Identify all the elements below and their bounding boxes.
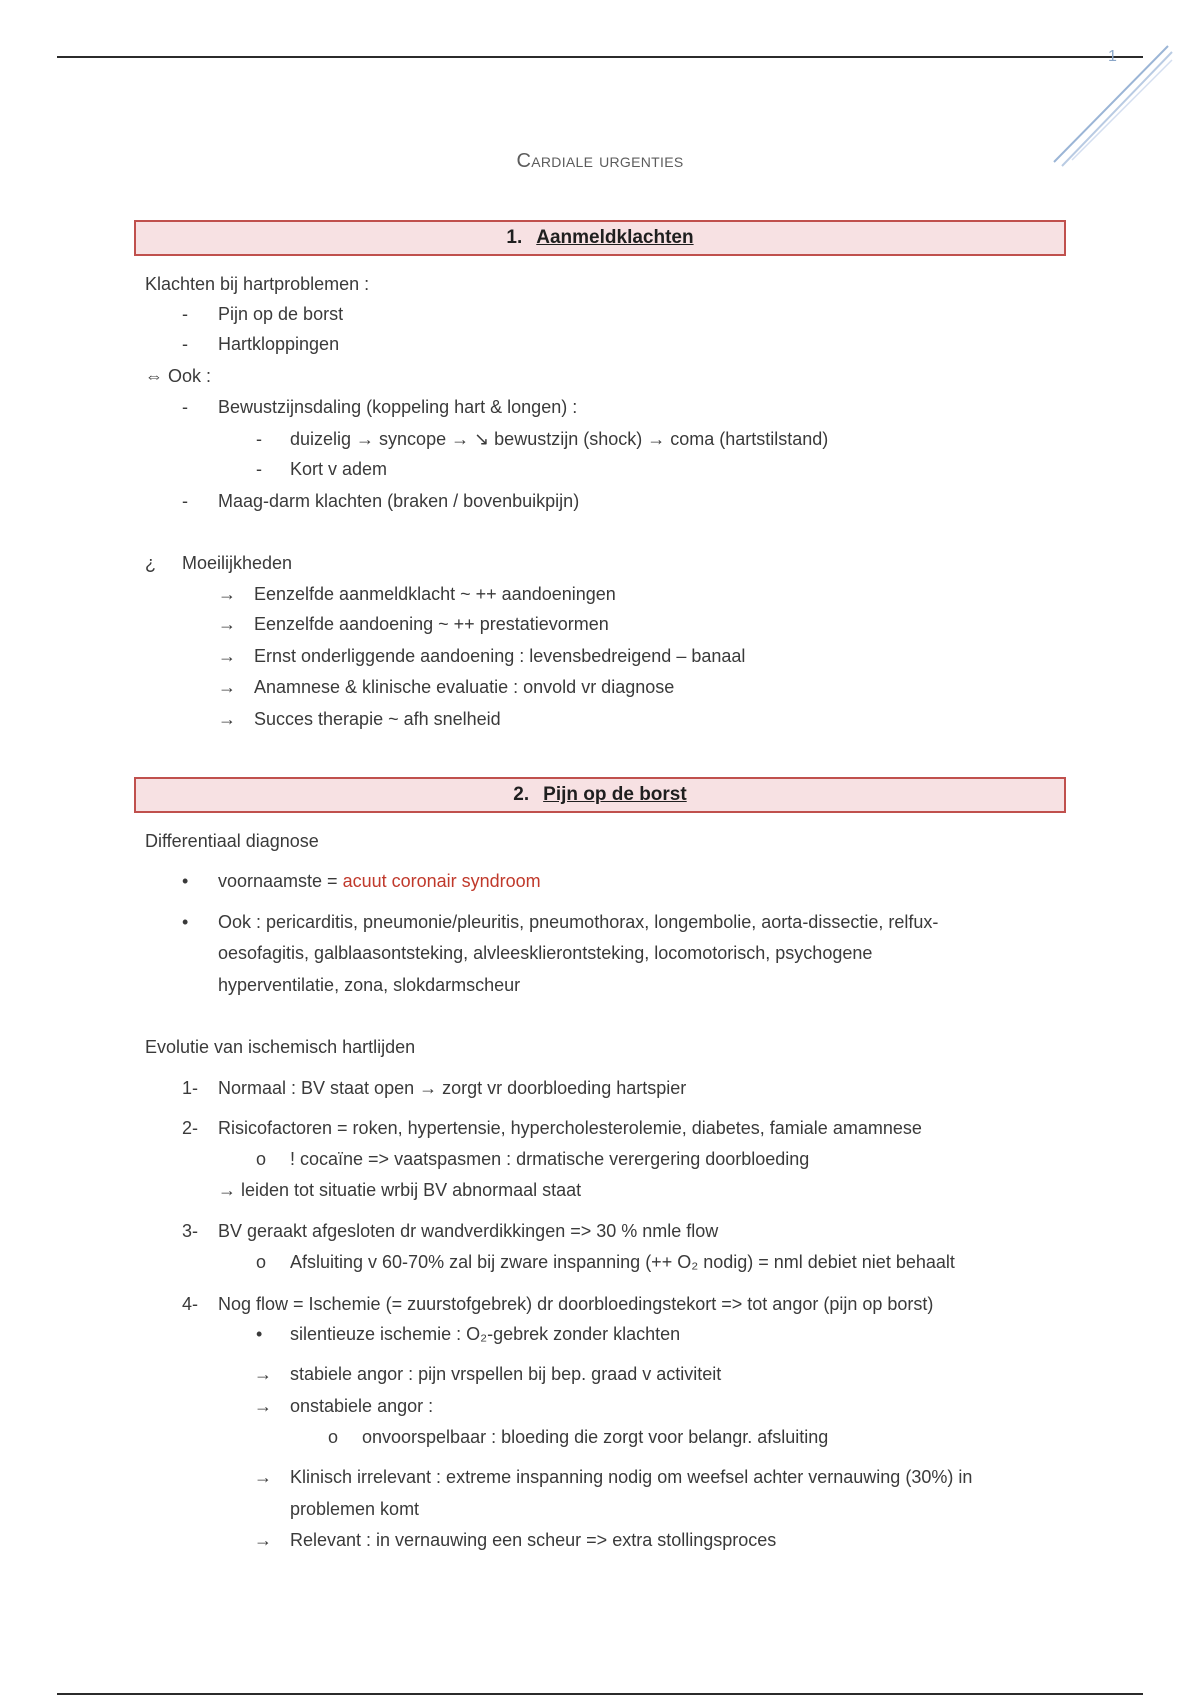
complaints-intro: Klachten bij hartproblemen : bbox=[145, 274, 370, 294]
page-number: 1 bbox=[1108, 48, 1117, 65]
section-header-aanmeldklachten bbox=[134, 220, 1066, 256]
list-item: Relevant : in vernauwing een scheur => extra stollingsproces bbox=[290, 1530, 777, 1550]
list-item: Ook : pericarditis, pneumonie/pleuritis, pneumothorax, longembolie, aorta-dissectie, relfux- bbox=[218, 912, 939, 932]
list-item-continuation: hyperventilatie, zona, slokdarmscheur bbox=[218, 975, 521, 995]
bullet-icon: • bbox=[256, 1324, 263, 1344]
circle-bullet-icon: o bbox=[256, 1149, 267, 1169]
list-item: Bewustzijnsdaling (koppeling hart & longen) : bbox=[218, 397, 578, 417]
arrow-right-icon: → bbox=[218, 614, 236, 634]
list-item-continuation: oesofagitis, galblaasontsteking, alvleesklierontsteking, locomotorisch, psychogene bbox=[218, 943, 873, 963]
dash-marker: - bbox=[256, 429, 262, 449]
section-title: Aanmeldklachten bbox=[536, 227, 694, 248]
section-title: Pijn op de borst bbox=[543, 784, 687, 805]
bullet-icon: • bbox=[182, 871, 189, 891]
list-item: → leiden tot situatie wrbij BV abnormaal staat bbox=[218, 1180, 582, 1200]
difficulties-label: Moeilijkheden bbox=[182, 553, 293, 573]
list-item: Afsluiting v 60-70% zal bij zware inspanning (++ O₂ nodig) = nml debiet niet behaalt bbox=[290, 1252, 955, 1272]
list-item: Risicofactoren = roken, hypertensie, hypercholesterolemie, diabetes, famiale amamnese bbox=[218, 1118, 922, 1138]
main-diagnosis-prefix: voornaamste = bbox=[218, 871, 343, 891]
arrow-right-icon: → bbox=[218, 584, 236, 604]
dash-marker: - bbox=[182, 397, 188, 417]
list-item: Eenzelfde aandoening ~ ++ prestatievormen bbox=[254, 614, 609, 634]
arrow-right-icon: → bbox=[218, 646, 236, 666]
header-rule bbox=[57, 56, 1143, 58]
step-number: 4- bbox=[182, 1294, 199, 1314]
list-item: onstabiele angor : bbox=[290, 1396, 434, 1416]
list-item: Kort v adem bbox=[290, 459, 388, 479]
list-item: Anamnese & klinische evaluatie : onvold vr diagnose bbox=[254, 677, 675, 697]
list-item: silentieuze ischemie : O₂-gebrek zonder klachten bbox=[290, 1324, 681, 1344]
dash-marker: - bbox=[182, 334, 188, 354]
list-item: Hartkloppingen bbox=[218, 334, 340, 354]
also-label: ⇔ Ook : bbox=[145, 366, 212, 386]
step-number: 3- bbox=[182, 1221, 199, 1241]
list-item: BV geraakt afgesloten dr wandverdikkingen => 30 % nmle flow bbox=[218, 1221, 719, 1241]
step-number: 1- bbox=[182, 1078, 199, 1098]
arrow-right-icon: → bbox=[254, 1467, 272, 1487]
dash-marker: - bbox=[256, 459, 262, 479]
dash-marker: - bbox=[182, 304, 188, 324]
dash-marker: - bbox=[182, 491, 188, 511]
arrow-right-icon: → bbox=[254, 1396, 272, 1416]
section-number: 2. bbox=[513, 784, 530, 805]
evolution-label: Evolutie van ischemisch hartlijden bbox=[145, 1037, 416, 1057]
list-item: Pijn op de borst bbox=[218, 304, 344, 324]
section-header-pijn-op-de-borst bbox=[134, 777, 1066, 813]
document-title: Cardiale urgenties bbox=[516, 150, 684, 172]
arrow-right-icon: → bbox=[218, 709, 236, 729]
step-number: 2- bbox=[182, 1118, 199, 1138]
circle-bullet-icon: o bbox=[328, 1427, 339, 1447]
arrow-right-icon: → bbox=[218, 677, 236, 697]
list-item: Klinisch irrelevant : extreme inspanning nodig om weefsel achter vernauwing (30%) in bbox=[290, 1467, 973, 1487]
bullet-icon: • bbox=[182, 912, 189, 932]
differential-diagnosis-label: Differentiaal diagnose bbox=[145, 831, 319, 851]
list-item: duizelig → syncope → ↘ bewustzijn (shock) → coma (hartstilstand) bbox=[290, 429, 829, 449]
list-item: stabiele angor : pijn vrspellen bij bep. graad v activiteit bbox=[290, 1364, 722, 1384]
list-item: Maag-darm klachten (braken / bovenbuikpijn) bbox=[218, 491, 580, 511]
list-item: onvoorspelbaar : bloeding die zorgt voor belangr. afsluiting bbox=[362, 1427, 829, 1447]
list-item-continuation: problemen komt bbox=[290, 1499, 420, 1519]
list-item bbox=[218, 871, 541, 892]
list-item: Normaal : BV staat open → zorgt vr doorbloeding hartspier bbox=[218, 1078, 687, 1098]
list-item: Succes therapie ~ afh snelheid bbox=[254, 709, 501, 729]
list-item: ! cocaïne => vaatspasmen : drmatische verergering doorbloeding bbox=[290, 1149, 810, 1169]
list-item: Ernst onderliggende aandoening : levensbedreigend – banaal bbox=[254, 646, 746, 666]
list-item: Eenzelfde aanmeldklacht ~ ++ aandoeningen bbox=[254, 584, 616, 604]
arrow-right-icon: → bbox=[254, 1530, 272, 1550]
inverted-question-icon: ¿ bbox=[145, 553, 156, 573]
footer-rule bbox=[57, 1693, 1143, 1695]
section-number: 1. bbox=[506, 227, 523, 248]
arrow-right-icon: → bbox=[254, 1364, 272, 1384]
circle-bullet-icon: o bbox=[256, 1252, 267, 1272]
list-item: Nog flow = Ischemie (= zuurstofgebrek) dr doorbloedingstekort => tot angor (pijn op borst) bbox=[218, 1294, 934, 1314]
main-diagnosis-highlight: acuut coronair syndroom bbox=[342, 871, 541, 891]
